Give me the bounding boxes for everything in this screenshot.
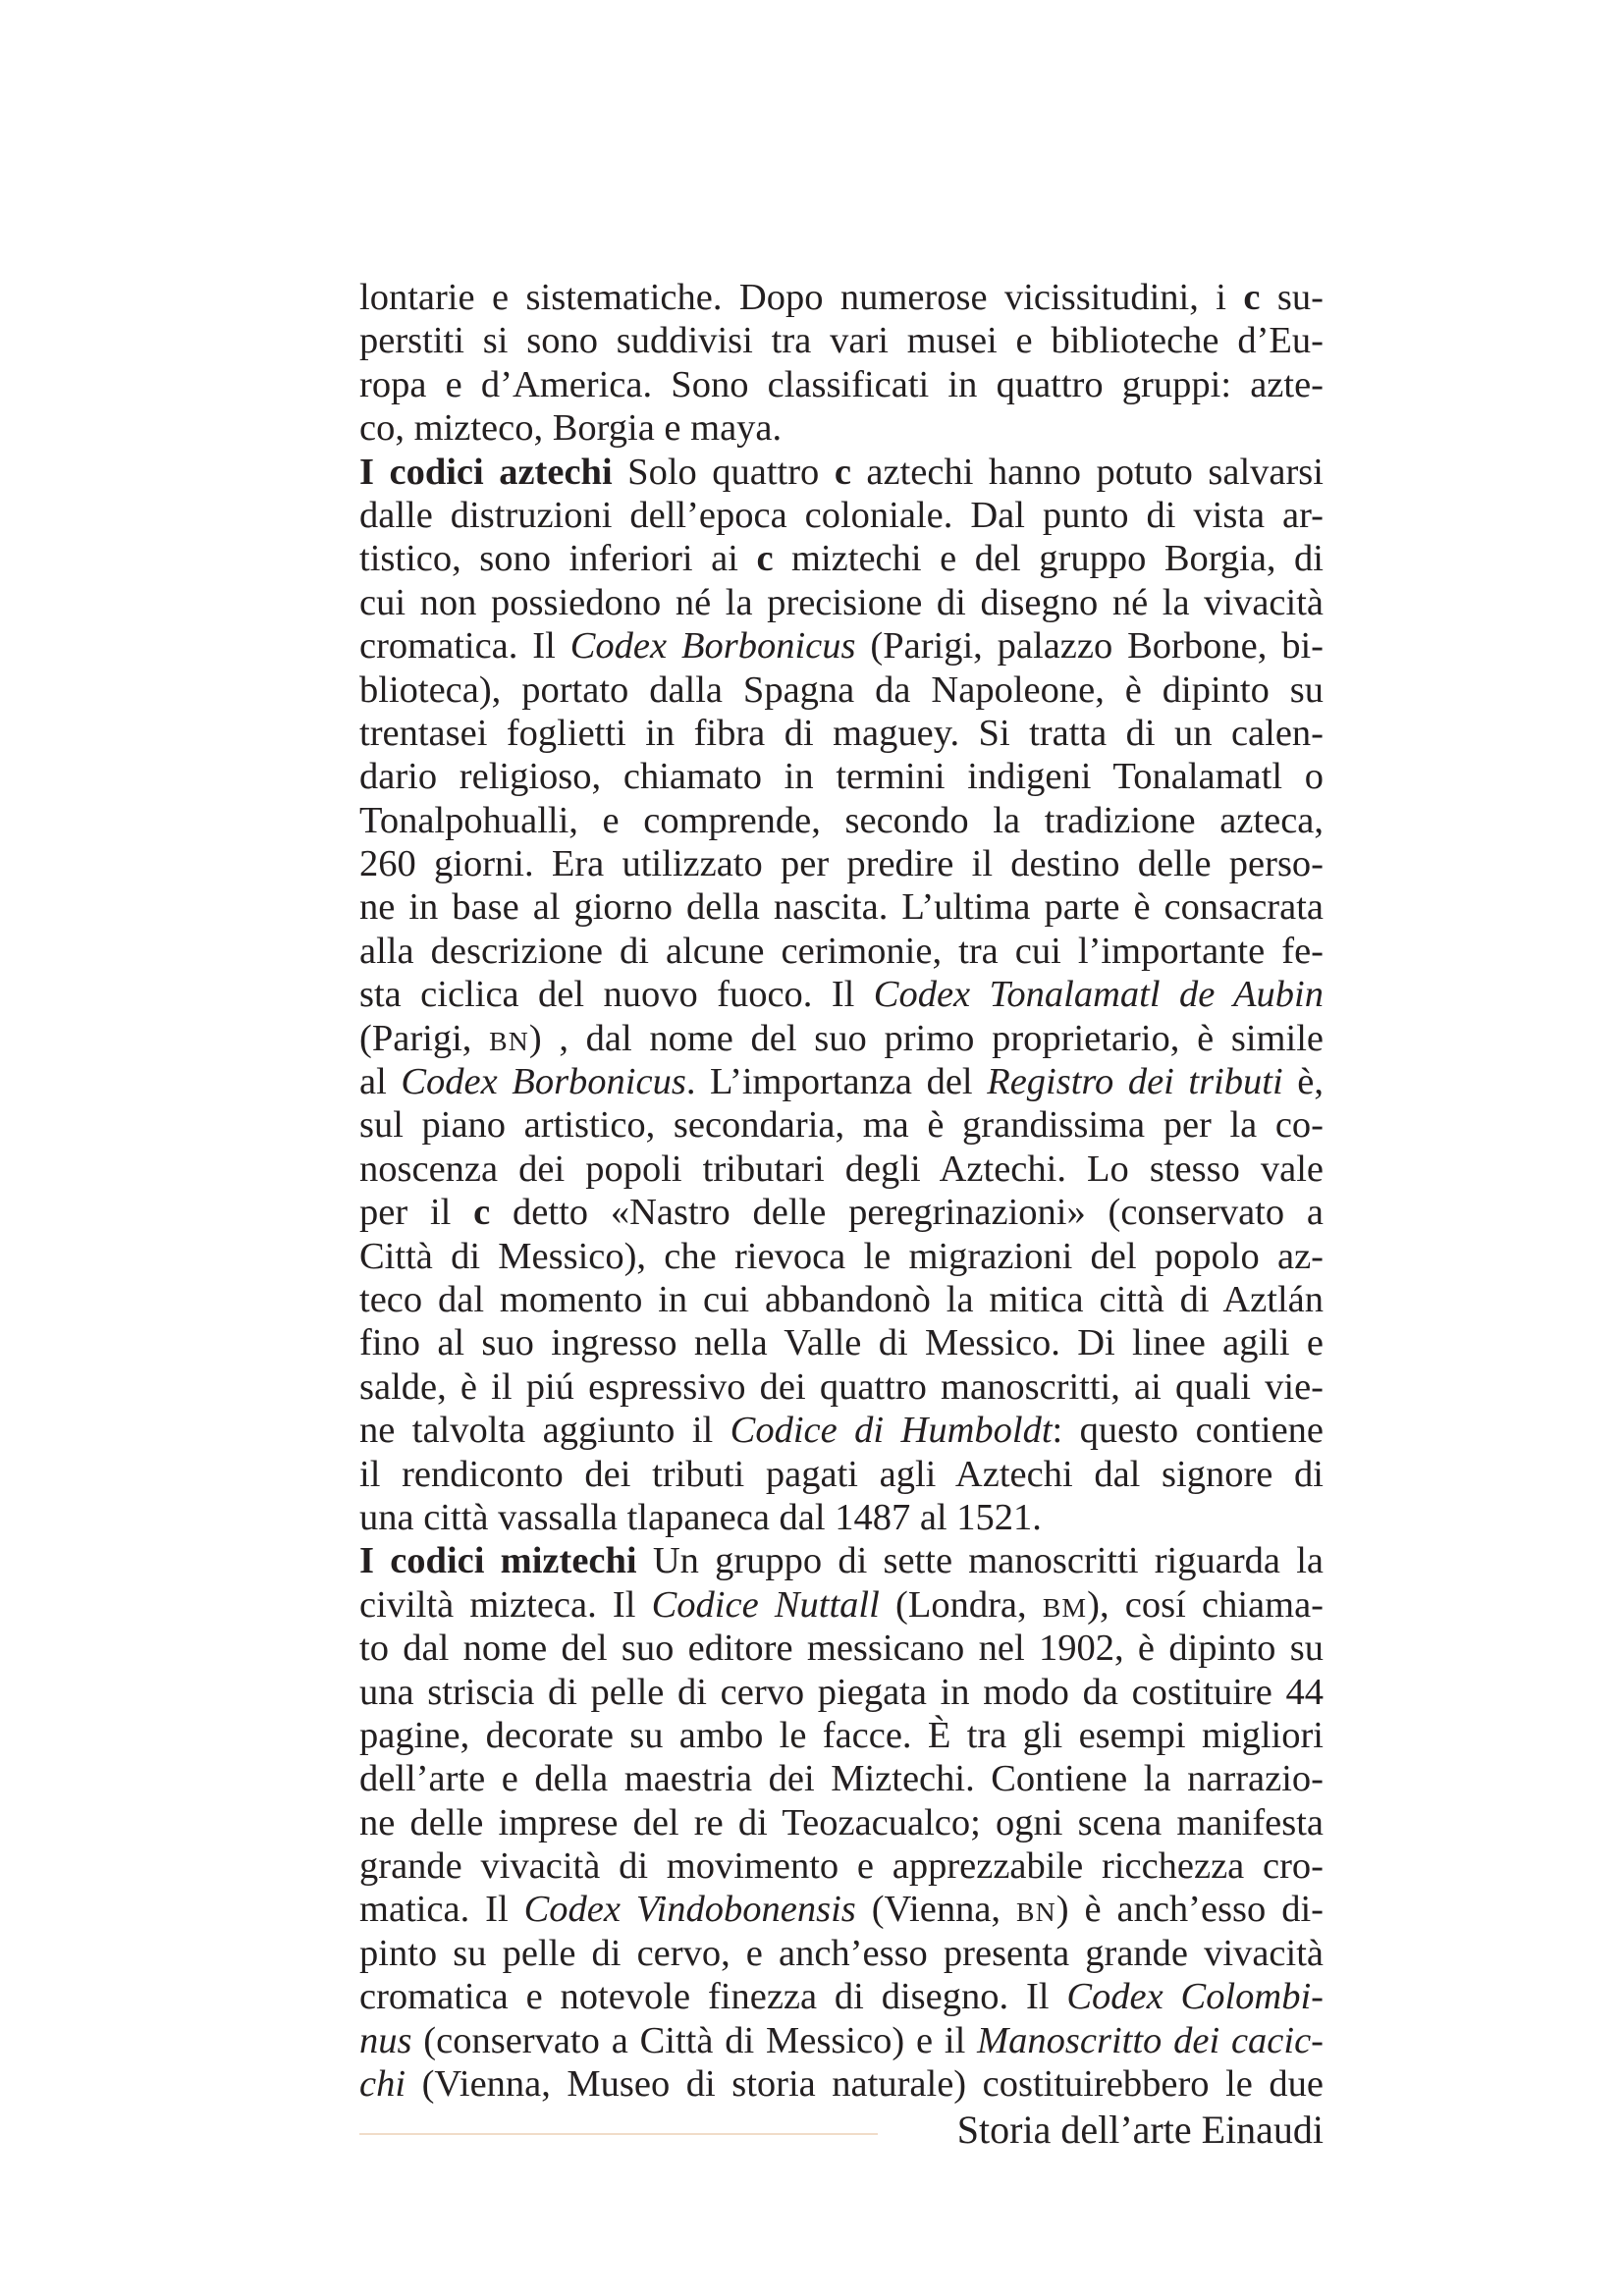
text-run: è, bbox=[1282, 1061, 1324, 1103]
bold-text: c bbox=[834, 451, 851, 493]
text-run: per il bbox=[359, 1192, 474, 1234]
text-run: blioteca), portato dalla Spagna da Napoleone, è dipinto su bbox=[359, 668, 1324, 711]
text-line bbox=[359, 1801, 1324, 1844]
italic-text: chi bbox=[359, 2063, 406, 2106]
text-run: noscenza dei popoli tributari degli Aztechi. Lo stesso vale bbox=[359, 1148, 1324, 1190]
text-line bbox=[359, 494, 1324, 537]
text-line bbox=[359, 581, 1324, 624]
text-run: (conservato a Città di Messico) e il bbox=[411, 2019, 978, 2061]
text-run: Tonalpohualli, e comprende, secondo la tradizione azteca, bbox=[359, 799, 1324, 841]
text-run: tistico, sono inferiori ai bbox=[359, 538, 757, 580]
text-line bbox=[359, 319, 1324, 362]
text-run: il rendiconto dei tributi pagati agli Aztechi dal signore di bbox=[359, 1453, 1324, 1495]
text-run: su- bbox=[1260, 277, 1324, 318]
italic-text: Codex Tonalamatl de Aubin bbox=[873, 974, 1325, 1016]
italic-text: Codex Vindobonensis bbox=[523, 1889, 856, 1931]
text-run: sta ciclica del nuovo fuoco. Il bbox=[359, 974, 874, 1016]
text-line bbox=[359, 276, 1324, 319]
text-run: teco dal momento in cui abbandonò la mitica città di Aztlán bbox=[359, 1278, 1324, 1320]
text-line bbox=[359, 1671, 1324, 1714]
footer-title: Storia dell’arte Einaudi bbox=[956, 2108, 1324, 2152]
text-run: ) è anch’esso di- bbox=[1055, 1889, 1324, 1931]
text-line bbox=[359, 1321, 1324, 1364]
text-run: dalle distruzioni dell’epoca coloniale. Dal punto di vista ar- bbox=[359, 494, 1324, 536]
text-run: ne talvolta aggiunto il bbox=[359, 1410, 730, 1452]
text-run: trentasei foglietti in fibra di maguey. Si tratta di un calen- bbox=[359, 712, 1324, 754]
text-line bbox=[359, 799, 1324, 842]
small-caps-text: BN bbox=[1015, 1896, 1056, 1928]
text-line bbox=[359, 624, 1324, 667]
text-line bbox=[359, 930, 1324, 973]
text-line bbox=[359, 1191, 1324, 1234]
text-line bbox=[359, 1453, 1324, 1496]
text-run: Un gruppo di sette manoscritti riguarda la bbox=[636, 1540, 1324, 1582]
text-run: ropa e d’America. Sono classificati in quattro gruppi: azte- bbox=[359, 363, 1324, 405]
italic-text: Codex Borbonicus bbox=[401, 1061, 686, 1103]
italic-text: nus bbox=[359, 2019, 412, 2061]
text-run: (Parigi, bbox=[359, 1017, 490, 1059]
text-run: ) , dal nome del suo primo proprietario, è simile bbox=[528, 1017, 1324, 1059]
text-line bbox=[359, 1757, 1324, 1800]
text-run: to dal nome del suo editore messicano nel 1902, è dipinto su bbox=[359, 1628, 1324, 1670]
text-run: ne delle imprese del re di Teozacualco; ogni scena manifesta bbox=[359, 1801, 1324, 1843]
text-line bbox=[359, 842, 1324, 885]
text-run: salde, è il piú espressivo dei quattro manoscritti, ai quali vie- bbox=[359, 1365, 1324, 1408]
footer-rule bbox=[359, 2133, 878, 2135]
text-run: cromatica e notevole finezza di disegno. Il bbox=[359, 1976, 1067, 2018]
text-line bbox=[359, 363, 1324, 406]
text-run: una striscia di pelle di cervo piegata in modo da costituire 44 bbox=[359, 1671, 1324, 1713]
text-run: una città vassalla tlapaneca dal 1487 al 1521. bbox=[359, 1496, 1042, 1538]
text-line bbox=[359, 1496, 1324, 1539]
italic-text: Codice di Humboldt bbox=[730, 1410, 1053, 1452]
text-line bbox=[359, 1060, 1324, 1103]
bold-text: I codici miztechi bbox=[359, 1540, 637, 1582]
text-line bbox=[359, 2062, 1324, 2106]
text-run: : questo contiene bbox=[1052, 1410, 1324, 1452]
text-line bbox=[359, 1975, 1324, 2018]
text-run: sul piano artistico, secondaria, ma è grandissima per la co- bbox=[359, 1104, 1324, 1147]
text-line bbox=[359, 1017, 1324, 1060]
text-run: co, mizteco, Borgia e maya. bbox=[359, 407, 783, 450]
italic-text: Codex Colombi- bbox=[1066, 1976, 1324, 2018]
italic-text: Manoscritto dei cacic- bbox=[977, 2019, 1324, 2061]
italic-text: Codex Borbonicus bbox=[569, 625, 856, 667]
text-line bbox=[359, 1365, 1324, 1409]
text-run: aztechi hanno potuto salvarsi bbox=[850, 451, 1324, 493]
small-caps-text: BN bbox=[489, 1025, 529, 1056]
text-line bbox=[359, 1714, 1324, 1757]
text-run: 260 giorni. Era utilizzato per predire il destino delle perso- bbox=[359, 843, 1324, 885]
text-line bbox=[359, 885, 1324, 929]
text-run: miztechi e del gruppo Borgia, di bbox=[773, 538, 1325, 580]
text-line bbox=[359, 1235, 1324, 1278]
text-line bbox=[359, 973, 1324, 1016]
body-text bbox=[359, 276, 1324, 2106]
text-run: fino al suo ingresso nella Valle di Messico. Di linee agili e bbox=[359, 1322, 1324, 1364]
text-line bbox=[359, 1278, 1324, 1321]
text-run: civiltà mizteca. Il bbox=[359, 1583, 652, 1626]
bold-text: c bbox=[473, 1192, 491, 1234]
text-run: (Vienna, Museo di storia naturale) costituirebbero le due bbox=[406, 2063, 1324, 2106]
text-run: perstiti si sono suddivisi tra vari musei e biblioteche d’Eu- bbox=[359, 320, 1324, 362]
text-run: al bbox=[359, 1061, 402, 1103]
text-run: ne in base al giorno della nascita. L’ultima parte è consacrata bbox=[359, 886, 1324, 929]
text-run: (Vienna, bbox=[855, 1889, 1016, 1931]
text-line bbox=[359, 755, 1324, 798]
text-line bbox=[359, 537, 1324, 580]
bold-text: c bbox=[756, 538, 774, 580]
text-line bbox=[359, 1583, 1324, 1627]
text-run: cromatica. Il bbox=[359, 625, 570, 667]
text-run: (Parigi, palazzo Borbone, bi- bbox=[855, 625, 1325, 667]
text-line bbox=[359, 1148, 1324, 1191]
text-line bbox=[359, 451, 1324, 494]
text-run: alla descrizione di alcune cerimonie, tra cui l’importante fe- bbox=[359, 930, 1324, 972]
text-line bbox=[359, 668, 1324, 712]
text-line bbox=[359, 1932, 1324, 1975]
bold-text: c bbox=[1243, 277, 1261, 318]
text-run: cui non possiedono né la precisione di disegno né la vivacità bbox=[359, 581, 1324, 623]
small-caps-text: BM bbox=[1042, 1591, 1088, 1623]
text-run: pagine, decorate su ambo le facce. È tra gli esempi migliori bbox=[359, 1714, 1324, 1756]
text-run: Città di Messico), che rievoca le migrazioni del popolo az- bbox=[359, 1235, 1324, 1277]
text-line bbox=[359, 712, 1324, 755]
text-line bbox=[359, 1539, 1324, 1582]
text-line bbox=[359, 1409, 1324, 1452]
text-line bbox=[359, 1103, 1324, 1147]
text-run: lontarie e sistematiche. Dopo numerose vicissitudini, i bbox=[359, 277, 1244, 318]
text-run: matica. Il bbox=[359, 1889, 524, 1931]
text-run: ), cosí chiama- bbox=[1087, 1583, 1324, 1626]
italic-text: Codice Nuttall bbox=[651, 1583, 880, 1626]
text-run: . L’importanza del bbox=[685, 1061, 988, 1103]
text-run: (Londra, bbox=[879, 1583, 1043, 1626]
italic-text: Registro dei tributi bbox=[987, 1061, 1283, 1103]
text-run: grande vivacità di movimento e apprezzabile ricchezza cro- bbox=[359, 1845, 1324, 1888]
text-line bbox=[359, 1627, 1324, 1670]
text-line bbox=[359, 2019, 1324, 2062]
text-run: detto «Nastro delle peregrinazioni» (conservato a bbox=[490, 1192, 1324, 1234]
text-run: dario religioso, chiamato in termini indigeni Tonalamatl o bbox=[359, 756, 1324, 798]
text-line bbox=[359, 1844, 1324, 1888]
bold-text: I codici aztechi bbox=[359, 451, 613, 493]
text-line bbox=[359, 406, 1324, 450]
text-run: pinto su pelle di cervo, e anch’esso presenta grande vivacità bbox=[359, 1932, 1324, 1974]
text-line bbox=[359, 1888, 1324, 1931]
text-run: dell’arte e della maestria dei Miztechi. Contiene la narrazio- bbox=[359, 1758, 1324, 1800]
text-run: Solo quattro bbox=[612, 451, 835, 493]
